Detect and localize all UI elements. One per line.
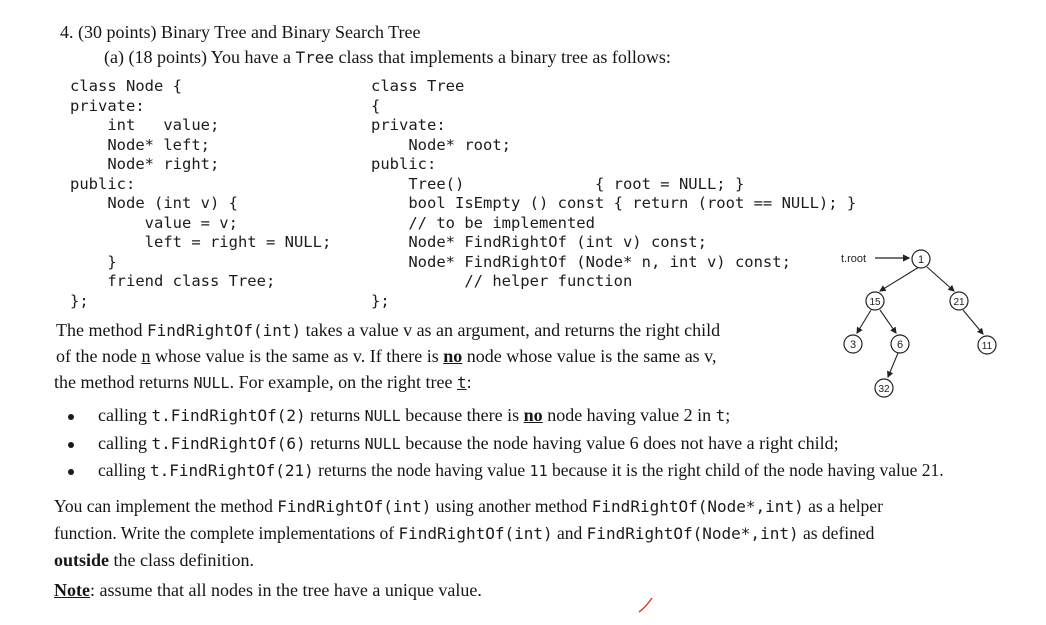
- root-pointer-label: t.root: [841, 253, 867, 265]
- code-line: // helper function: [371, 272, 633, 290]
- description-line-3: the method returns NULL. For example, on the right tree t:: [54, 372, 472, 392]
- tree-node-1: [912, 250, 930, 268]
- binary-tree-diagram: [835, 240, 1015, 415]
- code-line: // to be implemented: [371, 213, 595, 232]
- code-line: private:: [70, 96, 145, 115]
- svg-text:1: 1: [917, 254, 925, 266]
- code-line: };: [371, 291, 390, 310]
- code-line: class Tree: [371, 77, 465, 95]
- code-line: private:: [371, 116, 446, 134]
- code-line: Node* root;: [371, 135, 511, 154]
- code-line: Node* FindRightOf (int v) const;: [371, 233, 707, 251]
- code-line: public:: [70, 174, 136, 193]
- example-bullet-1: calling t.FindRightOf(2) returns NULL because there is no node having value 2 in t;: [98, 405, 731, 425]
- code-line: Tree() { root = NULL; }: [371, 174, 745, 193]
- tree-node-3: [844, 335, 862, 353]
- code-line: class Node {: [70, 77, 182, 95]
- code-line: };: [70, 291, 89, 310]
- code-line: Node* FindRightOf (Node* n, int v) const;: [371, 252, 791, 271]
- node-class-code: [70, 77, 331, 311]
- edge-1-15: [880, 267, 919, 291]
- svg-text:11: 11: [981, 341, 993, 352]
- tree-node-11: [978, 336, 996, 354]
- edge-15-3: [857, 310, 871, 333]
- edge-15-6: [880, 310, 896, 333]
- code-line: friend class Tree;: [70, 272, 276, 290]
- code-line: left = right = NULL;: [70, 233, 332, 251]
- code-line: Node* left;: [70, 135, 210, 154]
- code-line: bool IsEmpty () const { return (root == NULL); }: [371, 194, 857, 212]
- bullet-dot: [68, 469, 74, 475]
- code-line: public:: [371, 155, 437, 173]
- edge-21-11: [963, 310, 983, 334]
- question-title: 4. (30 points) Binary Tree and Binary Search Tree: [60, 22, 421, 42]
- code-line: Node (int v) {: [70, 194, 238, 212]
- code-line: int value;: [70, 116, 220, 134]
- example-bullet-2: calling t.FindRightOf(6) returns NULL because the node having value 6 does not have a right child;: [98, 433, 839, 453]
- tree-node-15: [866, 292, 884, 310]
- code-line: }: [70, 252, 117, 271]
- example-bullet-3: calling t.FindRightOf(21) returns the node having value 11 because it is the right child of the node having value 21.: [98, 460, 944, 480]
- edge-1-21: [927, 267, 954, 291]
- svg-text:21: 21: [953, 297, 965, 308]
- implementation-line-1: You can implement the method FindRightOf(int) using another method FindRightOf(Node*,int) as a helper: [54, 496, 883, 516]
- note: Note: assume that all nodes in the tree have a unique value.: [54, 580, 482, 600]
- svg-text:32: 32: [878, 384, 890, 395]
- description-line-2: of the node n whose value is the same as v. If there is no node whose value is the same as v,: [56, 346, 717, 366]
- implementation-line-3: outside the class definition.: [54, 550, 254, 570]
- bullet-dot: [68, 442, 74, 448]
- code-line: {: [371, 96, 381, 115]
- edge-6-32: [888, 353, 898, 377]
- pen-mark: [636, 594, 656, 616]
- tree-node-32: [875, 379, 893, 397]
- tree-class-code: [371, 77, 856, 311]
- tree-node-21: [950, 292, 968, 310]
- svg-text:3: 3: [849, 339, 857, 351]
- implementation-line-2: function. Write the complete implementations of FindRightOf(int) and FindRightOf(Node*,int) as defined: [54, 523, 875, 543]
- description-line-1: The method FindRightOf(int) takes a value v as an argument, and returns the right child: [56, 320, 721, 340]
- code-line: value = v;: [70, 213, 238, 232]
- part-a-intro: (a) (18 points) You have a Tree class that implements a binary tree as follows:: [104, 47, 671, 67]
- code-line: Node* right;: [70, 155, 220, 173]
- svg-text:15: 15: [869, 297, 881, 308]
- tree-node-6: [891, 335, 909, 353]
- svg-text:6: 6: [896, 339, 904, 351]
- bullet-dot: [68, 414, 74, 420]
